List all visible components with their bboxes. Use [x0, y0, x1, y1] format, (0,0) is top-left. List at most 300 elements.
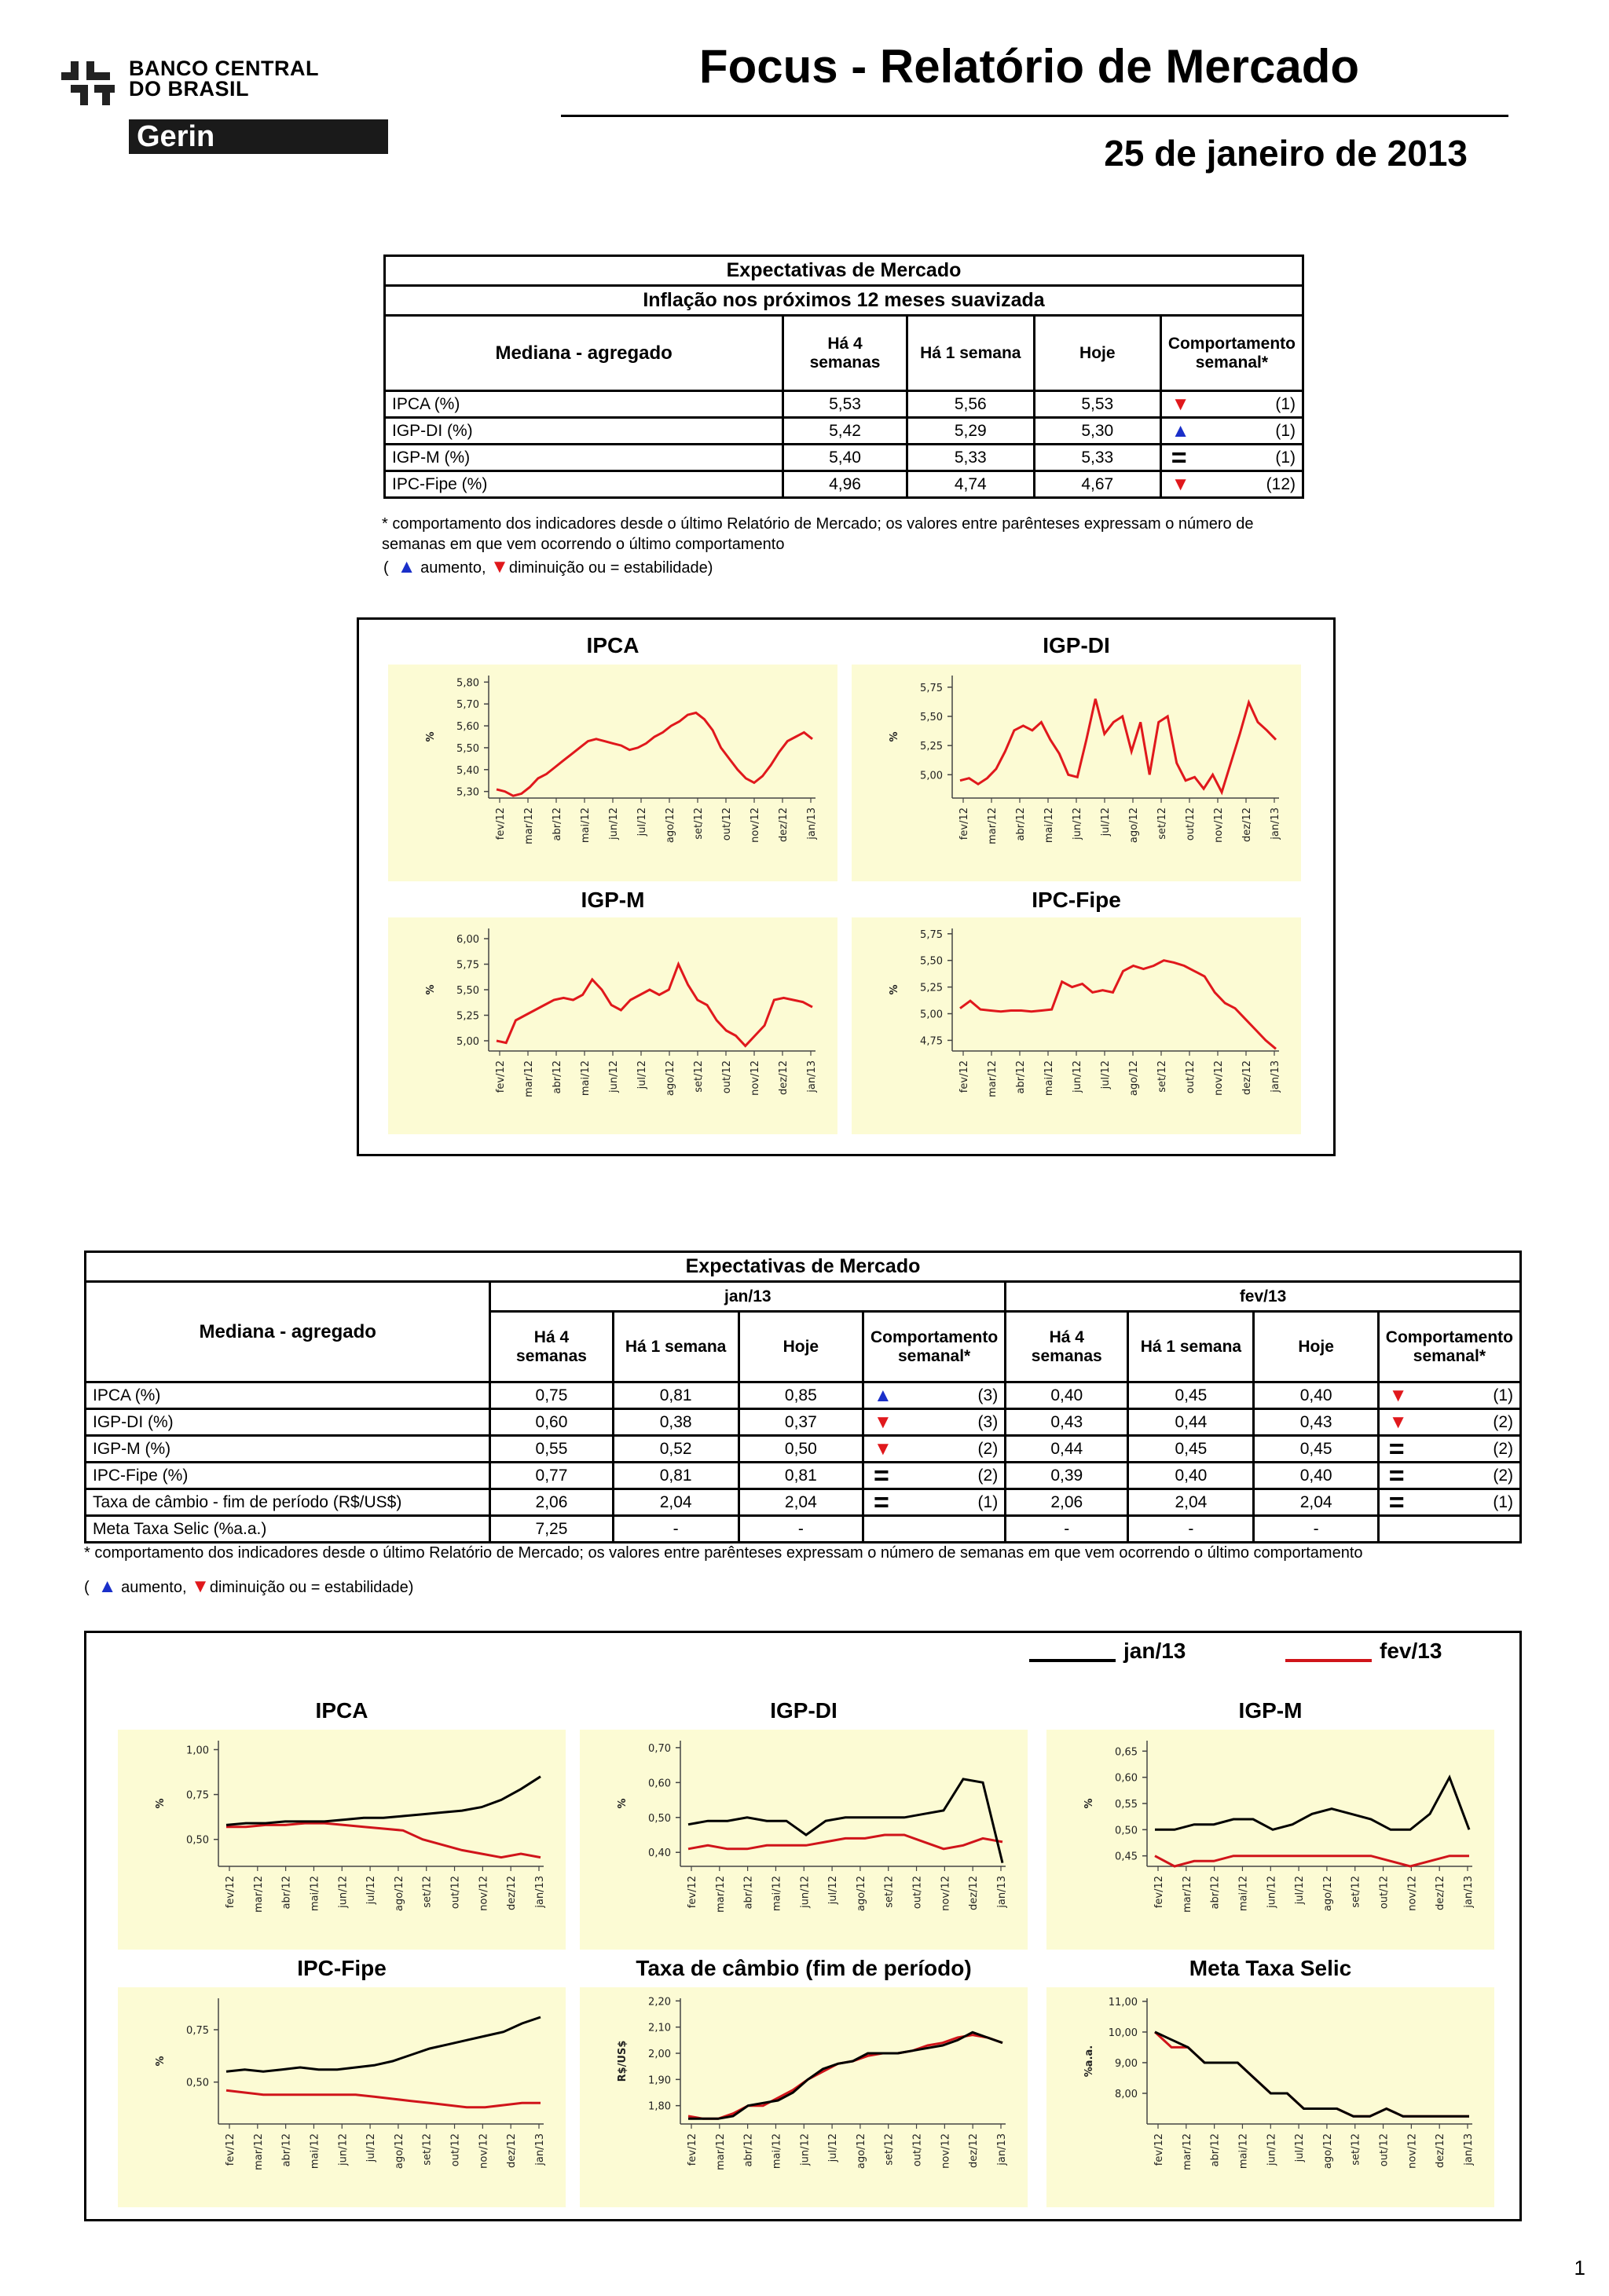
- chart-ipc-fipe: [118, 1987, 566, 2207]
- y-axis-label: %: [617, 1798, 629, 1809]
- behavior-cell: [863, 1409, 1006, 1436]
- behavior-weeks: (1): [1493, 1492, 1513, 1511]
- y-tick-label: 0,50: [186, 2077, 209, 2089]
- chart-svg: [1046, 1730, 1494, 1950]
- behavior-cell: [863, 1436, 1006, 1463]
- bcb-logo: [57, 57, 339, 151]
- fev13-value-1w: -: [1128, 1516, 1254, 1543]
- fev13-value-1w: 0,44: [1128, 1409, 1254, 1436]
- series-line-jan-13: [226, 2017, 541, 2071]
- y-tick-label: 10,00: [1108, 2027, 1138, 2039]
- col-header-today: Hoje: [739, 1312, 863, 1382]
- series-legend: [1029, 1639, 1469, 1674]
- x-tick-label: abr/12: [742, 2133, 755, 2167]
- col-header-today: Hoje: [1034, 316, 1160, 391]
- x-tick-label: dez/12: [1241, 1060, 1253, 1095]
- fev13-value-today: -: [1254, 1516, 1378, 1543]
- y-tick-label: 5,70: [456, 699, 479, 712]
- x-tick-label: fev/12: [1153, 1876, 1165, 1909]
- x-tick-label: jan/13: [996, 1876, 1008, 1908]
- value-today: 4,67: [1034, 471, 1160, 498]
- y-tick-label: 0,70: [648, 1742, 671, 1755]
- x-tick-label: ago/12: [1128, 1060, 1140, 1097]
- y-tick-label: 5,30: [456, 786, 479, 799]
- y-tick-label: 0,40: [648, 1847, 671, 1860]
- down-triangle-icon: ▼: [1388, 1411, 1408, 1433]
- y-axis-label: %: [889, 731, 900, 742]
- x-tick-label: mar/12: [1181, 1876, 1193, 1913]
- y-axis-label: %: [155, 1798, 167, 1809]
- x-tick-label: nov/12: [940, 2133, 952, 2169]
- y-tick-label: 2,00: [648, 2049, 671, 2060]
- x-tick-label: set/12: [693, 1060, 705, 1093]
- x-tick-label: dez/12: [506, 1876, 519, 1910]
- behavior-weeks: (1): [1493, 1386, 1513, 1404]
- report-date: 25 de janeiro de 2013: [1104, 133, 1468, 174]
- col-header-1w: Há 1 semana: [907, 316, 1034, 391]
- fev13-value-4w: -: [1006, 1516, 1128, 1543]
- behavior-weeks: (2): [1493, 1466, 1513, 1485]
- equal-icon: =: [1388, 1487, 1405, 1518]
- x-tick-label: out/12: [449, 2133, 462, 2167]
- table2-title: Expectativas de Mercado: [86, 1252, 1521, 1282]
- col-header-today: Hoje: [1254, 1312, 1378, 1382]
- y-tick-label: 0,55: [1115, 1799, 1138, 1811]
- value-1w: 5,33: [907, 445, 1034, 471]
- x-tick-label: jun/12: [608, 1060, 620, 1093]
- x-tick-label: jul/12: [827, 2133, 840, 2162]
- chart-ipca: [118, 1730, 566, 1950]
- fev13-value-4w: 0,40: [1006, 1382, 1128, 1409]
- behavior-cell: [863, 1489, 1006, 1516]
- series-line-fev-13: [226, 1823, 541, 1858]
- x-tick-label: nov/12: [750, 1060, 761, 1096]
- legend-label-jan13: jan/13: [1123, 1639, 1186, 1663]
- page-number: 1: [1574, 2256, 1585, 2280]
- value-1w: 5,29: [907, 418, 1034, 445]
- x-tick-label: out/12: [721, 1060, 733, 1094]
- x-tick-label: mar/12: [252, 2133, 265, 2170]
- x-tick-label: nov/12: [1213, 807, 1225, 843]
- x-tick-label: jul/12: [1100, 807, 1112, 837]
- x-tick-label: out/12: [1185, 807, 1197, 841]
- behavior-weeks: (2): [1493, 1412, 1513, 1431]
- value-4w: 4,96: [783, 471, 907, 498]
- y-tick-label: 0,45: [1115, 1851, 1138, 1863]
- y-axis-label: %a.a.: [1083, 2045, 1095, 2078]
- x-tick-label: set/12: [1350, 1876, 1362, 1908]
- x-tick-label: mai/12: [1237, 2133, 1250, 2170]
- chart-ipc-fipe: [852, 917, 1301, 1134]
- x-tick-label: out/12: [1185, 1060, 1197, 1094]
- x-tick-label: abr/12: [552, 1060, 563, 1094]
- value-today: 5,33: [1034, 445, 1160, 471]
- behavior-cell: [1160, 471, 1303, 498]
- x-tick-label: jul/12: [827, 1876, 840, 1905]
- fev13-value-today: 0,45: [1254, 1436, 1378, 1463]
- indicator-name: IPCA (%): [385, 391, 783, 418]
- chart-igp-di: [580, 1730, 1028, 1950]
- x-tick-label: fev/12: [687, 2133, 698, 2166]
- y-tick-label: 0,50: [186, 1834, 209, 1847]
- x-tick-label: set/12: [421, 1876, 434, 1908]
- down-triangle-icon: ▼: [191, 1576, 210, 1597]
- x-tick-label: jan/13: [1463, 2133, 1475, 2166]
- table-row: [86, 1409, 1521, 1436]
- x-tick-label: dez/12: [778, 807, 790, 842]
- fev13-value-1w: 0,40: [1128, 1463, 1254, 1489]
- equal-icon: =: [874, 1487, 889, 1518]
- jan13-value-1w: -: [613, 1516, 739, 1543]
- x-tick-label: fev/12: [225, 2133, 236, 2166]
- series-line-fev-13: [1155, 2032, 1469, 2116]
- y-tick-label: 9,00: [1115, 2057, 1138, 2070]
- down-triangle-icon: ▼: [874, 1411, 892, 1433]
- x-tick-label: set/12: [883, 2133, 896, 2166]
- series-line-fev-13: [688, 1835, 1002, 1849]
- x-tick-label: mar/12: [714, 2133, 727, 2170]
- x-tick-label: mar/12: [523, 807, 535, 844]
- behavior-cell: [1378, 1409, 1520, 1436]
- behavior-cell: [1160, 391, 1303, 418]
- value-4w: 5,40: [783, 445, 907, 471]
- y-axis-label: %: [155, 2056, 167, 2067]
- x-tick-label: jul/12: [365, 2133, 378, 2162]
- jan13-value-4w: 7,25: [490, 1516, 613, 1543]
- y-tick-label: 0,50: [648, 1812, 671, 1825]
- behavior-weeks: (1): [1275, 394, 1296, 413]
- down-triangle-icon: ▼: [490, 556, 509, 577]
- x-tick-label: mai/12: [309, 1876, 321, 1912]
- value-today: 5,30: [1034, 418, 1160, 445]
- x-tick-label: jul/12: [1294, 1876, 1307, 1905]
- value-1w: 5,56: [907, 391, 1034, 418]
- fev13-value-1w: 2,04: [1128, 1489, 1254, 1516]
- indicator-name: IGP-M (%): [86, 1436, 490, 1463]
- x-tick-label: fev/12: [495, 1060, 507, 1093]
- x-tick-label: jul/12: [365, 1876, 378, 1905]
- y-tick-label: 5,25: [456, 1010, 479, 1023]
- y-tick-label: 1,80: [648, 2100, 671, 2113]
- fev13-value-today: 0,40: [1254, 1382, 1378, 1409]
- x-tick-label: jul/12: [636, 1060, 648, 1089]
- y-tick-label: 0,60: [1115, 1772, 1138, 1785]
- chart-title-ipc-fipe: IPC-Fipe: [297, 1956, 387, 1980]
- y-tick-label: 5,75: [920, 682, 943, 694]
- x-tick-label: nov/12: [1406, 1876, 1419, 1911]
- behavior-weeks: (1): [977, 1492, 999, 1511]
- x-tick-label: out/12: [911, 2133, 924, 2167]
- x-tick-label: mar/12: [987, 807, 999, 844]
- jan13-value-today: 0,85: [739, 1382, 863, 1409]
- x-tick-label: ago/12: [855, 2133, 867, 2170]
- col-header-label: Mediana - agregado: [385, 316, 783, 391]
- chart-ipca: [388, 665, 837, 881]
- y-axis-label: %: [425, 984, 437, 995]
- jan13-value-4w: 2,06: [490, 1489, 613, 1516]
- y-tick-label: 1,00: [186, 1745, 209, 1757]
- down-triangle-icon: ▼: [1171, 473, 1190, 495]
- col-header-1w: Há 1 semana: [1128, 1312, 1254, 1382]
- chart-title-ipca: IPCA: [586, 633, 640, 657]
- x-tick-label: set/12: [1156, 1060, 1168, 1093]
- behavior-cell: [1378, 1516, 1520, 1543]
- up-triangle-icon: ▲: [874, 1384, 892, 1406]
- x-tick-label: ago/12: [393, 1876, 405, 1912]
- behavior-cell: [863, 1382, 1006, 1409]
- chart-title-igp-di: IGP-DI: [770, 1698, 837, 1723]
- table-row: [385, 391, 1303, 418]
- down-triangle-icon: ▼: [1171, 393, 1190, 415]
- x-tick-label: nov/12: [478, 2133, 490, 2169]
- x-tick-label: ago/12: [665, 1060, 676, 1097]
- x-tick-label: mai/12: [1043, 1060, 1055, 1097]
- y-tick-label: 4,75: [920, 1035, 943, 1048]
- chart-igp-di: [852, 665, 1301, 881]
- chart-svg: [852, 917, 1301, 1134]
- behavior-cell: [1378, 1382, 1520, 1409]
- chart-svg: [118, 1730, 566, 1950]
- x-tick-label: abr/12: [280, 1876, 293, 1910]
- x-tick-label: set/12: [1350, 2133, 1362, 2166]
- behavior-weeks: (2): [1493, 1439, 1513, 1458]
- jan13-value-1w: 2,04: [613, 1489, 739, 1516]
- col-header-behavior: Comportamento semanal*: [1378, 1312, 1520, 1382]
- y-tick-label: 0,60: [648, 1778, 671, 1790]
- chart-title-meta-taxa-selic: Meta Taxa Selic: [1189, 1956, 1352, 1980]
- x-tick-label: jun/12: [337, 2133, 350, 2166]
- legend-label-fev13: fev/13: [1380, 1639, 1442, 1663]
- x-tick-label: ago/12: [1128, 807, 1140, 844]
- behavior-weeks: (1): [1275, 448, 1296, 467]
- up-triangle-icon: ▲: [397, 556, 416, 577]
- chart-taxa-de-cambio-fim-de-periodo: [580, 1987, 1028, 2207]
- x-tick-label: mai/12: [771, 1876, 783, 1912]
- chart-svg: [1046, 1987, 1494, 2207]
- x-tick-label: abr/12: [280, 2133, 293, 2167]
- col-header-label: Mediana - agregado: [86, 1282, 490, 1382]
- jan13-value-today: 0,81: [739, 1463, 863, 1489]
- indicator-name: IPC-Fipe (%): [385, 471, 783, 498]
- table-row: [86, 1463, 1521, 1489]
- jan13-value-today: 0,37: [739, 1409, 863, 1436]
- x-tick-label: dez/12: [1435, 2133, 1447, 2168]
- x-tick-label: jan/13: [1463, 1876, 1475, 1908]
- behavior-cell: [863, 1460, 1006, 1491]
- x-tick-label: dez/12: [968, 2133, 980, 2168]
- behavior-cell: [1378, 1489, 1520, 1516]
- value-4w: 5,53: [783, 391, 907, 418]
- x-tick-label: dez/12: [968, 1876, 980, 1910]
- indicator-name: Taxa de câmbio - fim de período (R$/US$): [86, 1489, 490, 1516]
- x-tick-label: jun/12: [799, 1876, 812, 1909]
- table1-title: Expectativas de Mercado: [385, 256, 1303, 286]
- series-line-main: [960, 961, 1276, 1049]
- chart-svg: [580, 1730, 1028, 1950]
- chart-title-igp-m: IGP-M: [1238, 1698, 1303, 1723]
- col-header-1w: Há 1 semana: [613, 1312, 739, 1382]
- jan13-value-4w: 0,60: [490, 1409, 613, 1436]
- jan13-value-1w: 0,81: [613, 1382, 739, 1409]
- chart-svg: [118, 1987, 566, 2207]
- behavior-weeks: (3): [977, 1412, 999, 1431]
- y-tick-label: 6,00: [456, 934, 479, 946]
- behavior-weeks: (3): [977, 1386, 999, 1404]
- x-tick-label: mar/12: [523, 1060, 535, 1097]
- fev13-value-4w: 0,39: [1006, 1463, 1128, 1489]
- y-axis-label: %: [1083, 1798, 1095, 1809]
- col-header-4w: Há 4 semanas: [490, 1312, 613, 1382]
- jan13-value-4w: 0,77: [490, 1463, 613, 1489]
- x-tick-label: nov/12: [750, 807, 761, 843]
- y-axis-label: %: [425, 731, 437, 742]
- x-tick-label: jun/12: [608, 807, 620, 840]
- series-line-jan-13: [688, 2032, 1002, 2118]
- y-axis-label: R$/US$: [617, 2040, 629, 2082]
- behavior-cell: [1378, 1460, 1520, 1491]
- x-tick-label: jan/13: [996, 2133, 1008, 2166]
- behavior-cell: [1160, 418, 1303, 445]
- fev13-value-4w: 2,06: [1006, 1489, 1128, 1516]
- x-tick-label: jun/12: [1072, 807, 1083, 840]
- x-tick-label: set/12: [883, 1876, 896, 1908]
- x-tick-label: dez/12: [1241, 807, 1253, 842]
- x-tick-label: ago/12: [665, 807, 676, 844]
- x-tick-label: jun/12: [337, 1876, 350, 1909]
- table1-legend: ( ▲ aumento, ▼diminuição ou = estabilidade): [383, 556, 713, 577]
- table-row: [86, 1489, 1521, 1516]
- equal-icon: =: [1388, 1434, 1405, 1464]
- bcb-logo-icon: [60, 60, 121, 108]
- period-header-jan13: jan/13: [490, 1282, 1006, 1312]
- x-tick-label: fev/12: [958, 807, 970, 840]
- series-line-main: [497, 965, 812, 1046]
- x-tick-label: dez/12: [506, 2133, 519, 2168]
- y-tick-label: 1,90: [648, 2074, 671, 2087]
- series-line-main: [960, 699, 1276, 793]
- x-tick-label: nov/12: [1406, 2133, 1419, 2169]
- y-tick-label: 2,10: [648, 2022, 671, 2034]
- y-tick-label: 11,00: [1108, 1996, 1138, 2009]
- table-row: [86, 1382, 1521, 1409]
- behavior-weeks: (2): [977, 1439, 999, 1458]
- x-tick-label: nov/12: [478, 1876, 490, 1911]
- x-tick-label: jun/12: [1072, 1060, 1083, 1093]
- jan13-value-1w: 0,38: [613, 1409, 739, 1436]
- x-tick-label: mar/12: [987, 1060, 999, 1097]
- y-tick-label: 5,50: [456, 742, 479, 755]
- x-tick-label: mai/12: [1237, 1876, 1250, 1912]
- behavior-cell: [1378, 1436, 1520, 1463]
- x-tick-label: abr/12: [1015, 1060, 1027, 1094]
- x-tick-label: dez/12: [778, 1060, 790, 1095]
- x-tick-label: mai/12: [771, 2133, 783, 2170]
- x-tick-label: out/12: [1378, 2133, 1391, 2167]
- chart-igp-m: [1046, 1730, 1494, 1950]
- value-4w: 5,42: [783, 418, 907, 445]
- x-tick-label: out/12: [449, 1876, 462, 1910]
- x-tick-label: ago/12: [855, 1876, 867, 1912]
- indicator-name: IGP-DI (%): [385, 418, 783, 445]
- equal-icon: =: [874, 1460, 889, 1491]
- y-tick-label: 2,20: [648, 1996, 671, 2009]
- x-tick-label: set/12: [693, 807, 705, 840]
- x-tick-label: dez/12: [1435, 1876, 1447, 1910]
- x-tick-label: ago/12: [393, 2133, 405, 2170]
- x-tick-label: jan/13: [534, 1876, 546, 1908]
- y-tick-label: 5,60: [456, 721, 479, 734]
- y-tick-label: 5,75: [920, 928, 943, 941]
- x-tick-label: nov/12: [940, 1876, 952, 1911]
- x-tick-label: abr/12: [552, 807, 563, 841]
- chart-title-igp-m: IGP-M: [581, 888, 645, 912]
- jan13-value-1w: 0,81: [613, 1463, 739, 1489]
- x-tick-label: mar/12: [714, 1876, 727, 1913]
- y-tick-label: 5,50: [920, 712, 943, 723]
- table-row: [385, 418, 1303, 445]
- x-tick-label: ago/12: [1321, 1876, 1334, 1912]
- x-tick-label: fev/12: [225, 1876, 236, 1909]
- y-tick-label: 5,00: [920, 770, 943, 782]
- x-tick-label: out/12: [721, 807, 733, 841]
- table2-legend: ( ▲ aumento, ▼diminuição ou = estabilidade): [84, 1576, 414, 1597]
- title-divider: [561, 115, 1508, 117]
- col-header-4w: Há 4 semanas: [1006, 1312, 1128, 1382]
- x-tick-label: jan/13: [806, 807, 818, 840]
- table1-footnote: * comportamento dos indicadores desde o último Relatório de Mercado; os valores entre parênteses expressam o número de semanas em que vem ocorrendo o último comportamento: [382, 515, 1254, 553]
- x-tick-label: abr/12: [1015, 807, 1027, 841]
- x-tick-label: mai/12: [580, 1060, 592, 1097]
- x-tick-label: mar/12: [1181, 2133, 1193, 2170]
- jan13-value-today: 2,04: [739, 1489, 863, 1516]
- indicator-name: Meta Taxa Selic (%a.a.): [86, 1516, 490, 1543]
- monthly-expectations-table: [84, 1251, 1522, 1543]
- behavior-weeks: (12): [1266, 474, 1296, 493]
- jan13-value-today: 0,50: [739, 1436, 863, 1463]
- y-tick-label: 0,65: [1115, 1746, 1138, 1759]
- fev13-value-today: 2,04: [1254, 1489, 1378, 1516]
- x-tick-label: out/12: [1378, 1876, 1391, 1910]
- table-row: [385, 471, 1303, 498]
- chart-svg: [852, 665, 1301, 881]
- y-tick-label: 5,00: [456, 1036, 479, 1048]
- x-tick-label: abr/12: [742, 1876, 755, 1910]
- x-tick-label: jan/13: [806, 1060, 818, 1093]
- y-axis-label: %: [889, 984, 900, 995]
- series-line-fev-13: [1155, 1856, 1469, 1866]
- series-line-fev-13: [688, 2035, 1002, 2119]
- series-line-jan-13: [226, 1777, 541, 1825]
- inflation-12m-table: [383, 255, 1304, 499]
- fev13-value-1w: 0,45: [1128, 1436, 1254, 1463]
- chart-title-igp-di: IGP-DI: [1043, 633, 1110, 657]
- y-tick-label: 5,75: [456, 959, 479, 972]
- col-header-behavior: Comportamento semanal*: [863, 1312, 1006, 1382]
- jan13-value-1w: 0,52: [613, 1436, 739, 1463]
- chart-svg: [580, 1987, 1028, 2207]
- x-tick-label: nov/12: [1213, 1060, 1225, 1096]
- y-tick-label: 5,40: [456, 764, 479, 777]
- table-row: [86, 1436, 1521, 1463]
- series-line-jan-13: [688, 1779, 1002, 1863]
- series-line-fev-13: [226, 2090, 541, 2107]
- down-triangle-icon: ▼: [874, 1437, 892, 1459]
- x-tick-label: ago/12: [1321, 2133, 1334, 2170]
- fev13-value-4w: 0,44: [1006, 1436, 1128, 1463]
- indicator-name: IGP-M (%): [385, 445, 783, 471]
- y-tick-label: 0,75: [186, 2025, 209, 2037]
- behavior-cell: [863, 1516, 1006, 1543]
